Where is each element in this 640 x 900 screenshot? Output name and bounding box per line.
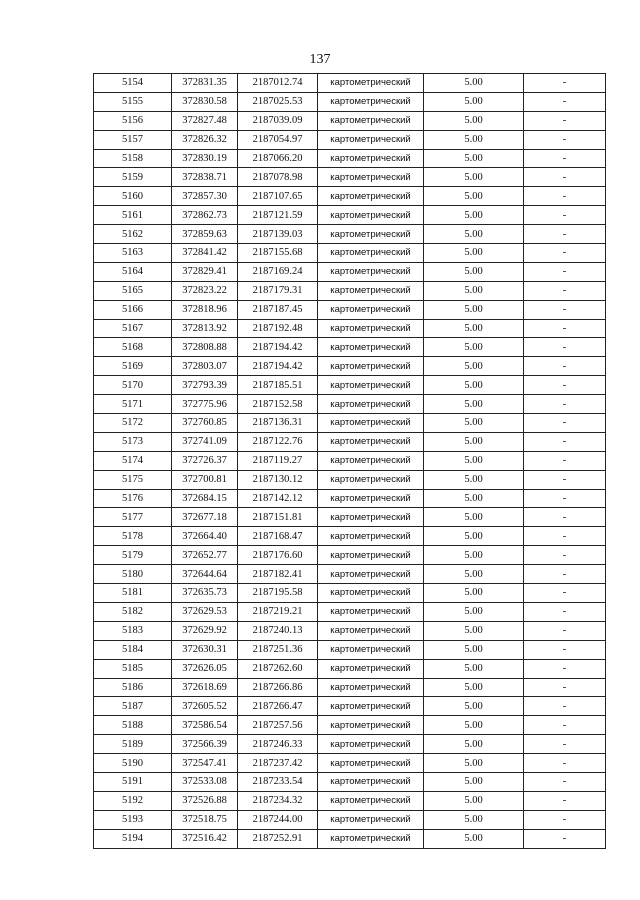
point-number-cell: 5183 [94, 621, 172, 640]
accuracy-cell: 5.00 [424, 584, 524, 603]
table-row [94, 678, 606, 697]
x-coordinate-cell: 372618.69 [172, 678, 238, 697]
method-cell: картометрический [318, 376, 424, 395]
x-coordinate-cell: 372830.58 [172, 92, 238, 111]
x-coordinate-cell: 372652.77 [172, 546, 238, 565]
point-number-cell: 5157 [94, 130, 172, 149]
y-coordinate-cell: 2187168.47 [238, 527, 318, 546]
point-number-cell: 5167 [94, 319, 172, 338]
note-cell: - [524, 640, 606, 659]
note-cell: - [524, 678, 606, 697]
point-number-cell: 5170 [94, 376, 172, 395]
point-number-cell: 5176 [94, 489, 172, 508]
accuracy-cell: 5.00 [424, 451, 524, 470]
accuracy-cell: 5.00 [424, 395, 524, 414]
y-coordinate-cell: 2187151.81 [238, 508, 318, 527]
accuracy-cell: 5.00 [424, 432, 524, 451]
x-coordinate-cell: 372862.73 [172, 206, 238, 225]
method-cell: картометрический [318, 565, 424, 584]
x-coordinate-cell: 372741.09 [172, 432, 238, 451]
point-number-cell: 5179 [94, 546, 172, 565]
note-cell: - [524, 772, 606, 791]
method-cell: картометрический [318, 829, 424, 848]
table-row [94, 130, 606, 149]
x-coordinate-cell: 372629.92 [172, 621, 238, 640]
accuracy-cell: 5.00 [424, 508, 524, 527]
accuracy-cell: 5.00 [424, 111, 524, 130]
point-number-cell: 5165 [94, 281, 172, 300]
y-coordinate-cell: 2187195.58 [238, 584, 318, 603]
x-coordinate-cell: 372826.32 [172, 130, 238, 149]
method-cell: картометрический [318, 262, 424, 281]
y-coordinate-cell: 2187266.47 [238, 697, 318, 716]
point-number-cell: 5159 [94, 168, 172, 187]
method-cell: картометрический [318, 659, 424, 678]
accuracy-cell: 5.00 [424, 74, 524, 93]
note-cell: - [524, 489, 606, 508]
x-coordinate-cell: 372827.48 [172, 111, 238, 130]
method-cell: картометрический [318, 111, 424, 130]
x-coordinate-cell: 372793.39 [172, 376, 238, 395]
point-number-cell: 5194 [94, 829, 172, 848]
table-row [94, 244, 606, 263]
note-cell: - [524, 376, 606, 395]
method-cell: картометрический [318, 300, 424, 319]
table-row [94, 376, 606, 395]
table-row [94, 697, 606, 716]
x-coordinate-cell: 372808.88 [172, 338, 238, 357]
point-number-cell: 5168 [94, 338, 172, 357]
method-cell: картометрический [318, 527, 424, 546]
accuracy-cell: 5.00 [424, 470, 524, 489]
y-coordinate-cell: 2187054.97 [238, 130, 318, 149]
y-coordinate-cell: 2187194.42 [238, 357, 318, 376]
note-cell: - [524, 111, 606, 130]
method-cell: картометрический [318, 244, 424, 263]
y-coordinate-cell: 2187176.60 [238, 546, 318, 565]
x-coordinate-cell: 372838.71 [172, 168, 238, 187]
note-cell: - [524, 716, 606, 735]
method-cell: картометрический [318, 754, 424, 773]
x-coordinate-cell: 372518.75 [172, 810, 238, 829]
table-row [94, 414, 606, 433]
x-coordinate-cell: 372726.37 [172, 451, 238, 470]
accuracy-cell: 5.00 [424, 659, 524, 678]
point-number-cell: 5174 [94, 451, 172, 470]
table-row [94, 791, 606, 810]
method-cell: картометрический [318, 187, 424, 206]
point-number-cell: 5156 [94, 111, 172, 130]
y-coordinate-cell: 2187155.68 [238, 244, 318, 263]
x-coordinate-cell: 372630.31 [172, 640, 238, 659]
x-coordinate-cell: 372629.53 [172, 602, 238, 621]
x-coordinate-cell: 372644.64 [172, 565, 238, 584]
table-row [94, 470, 606, 489]
point-number-cell: 5180 [94, 565, 172, 584]
method-cell: картометрический [318, 678, 424, 697]
table-row [94, 262, 606, 281]
note-cell: - [524, 659, 606, 678]
table-row [94, 338, 606, 357]
point-number-cell: 5184 [94, 640, 172, 659]
y-coordinate-cell: 2187066.20 [238, 149, 318, 168]
method-cell: картометрический [318, 772, 424, 791]
note-cell: - [524, 187, 606, 206]
accuracy-cell: 5.00 [424, 225, 524, 244]
note-cell: - [524, 74, 606, 93]
note-cell: - [524, 810, 606, 829]
table-row [94, 111, 606, 130]
method-cell: картометрический [318, 432, 424, 451]
point-number-cell: 5158 [94, 149, 172, 168]
accuracy-cell: 5.00 [424, 300, 524, 319]
table-row [94, 74, 606, 93]
y-coordinate-cell: 2187139.03 [238, 225, 318, 244]
note-cell: - [524, 754, 606, 773]
y-coordinate-cell: 2187121.59 [238, 206, 318, 225]
x-coordinate-cell: 372830.19 [172, 149, 238, 168]
y-coordinate-cell: 2187142.12 [238, 489, 318, 508]
note-cell: - [524, 244, 606, 263]
table-row [94, 716, 606, 735]
y-coordinate-cell: 2187078.98 [238, 168, 318, 187]
method-cell: картометрический [318, 225, 424, 244]
method-cell: картометрический [318, 451, 424, 470]
y-coordinate-cell: 2187192.48 [238, 319, 318, 338]
note-cell: - [524, 300, 606, 319]
note-cell: - [524, 395, 606, 414]
accuracy-cell: 5.00 [424, 829, 524, 848]
point-number-cell: 5169 [94, 357, 172, 376]
y-coordinate-cell: 2187194.42 [238, 338, 318, 357]
note-cell: - [524, 130, 606, 149]
note-cell: - [524, 168, 606, 187]
method-cell: картометрический [318, 338, 424, 357]
note-cell: - [524, 206, 606, 225]
table-row [94, 92, 606, 111]
x-coordinate-cell: 372635.73 [172, 584, 238, 603]
y-coordinate-cell: 2187107.65 [238, 187, 318, 206]
accuracy-cell: 5.00 [424, 319, 524, 338]
x-coordinate-cell: 372677.18 [172, 508, 238, 527]
x-coordinate-cell: 372813.92 [172, 319, 238, 338]
note-cell: - [524, 621, 606, 640]
point-number-cell: 5155 [94, 92, 172, 111]
y-coordinate-cell: 2187179.31 [238, 281, 318, 300]
coordinates-table [93, 73, 606, 849]
y-coordinate-cell: 2187257.56 [238, 716, 318, 735]
table-row [94, 546, 606, 565]
note-cell: - [524, 829, 606, 848]
y-coordinate-cell: 2187012.74 [238, 74, 318, 93]
y-coordinate-cell: 2187119.27 [238, 451, 318, 470]
point-number-cell: 5187 [94, 697, 172, 716]
point-number-cell: 5181 [94, 584, 172, 603]
point-number-cell: 5160 [94, 187, 172, 206]
point-number-cell: 5182 [94, 602, 172, 621]
accuracy-cell: 5.00 [424, 527, 524, 546]
y-coordinate-cell: 2187251.36 [238, 640, 318, 659]
note-cell: - [524, 225, 606, 244]
method-cell: картометрический [318, 697, 424, 716]
table-row [94, 451, 606, 470]
table-row [94, 772, 606, 791]
y-coordinate-cell: 2187187.45 [238, 300, 318, 319]
method-cell: картометрический [318, 74, 424, 93]
x-coordinate-cell: 372775.96 [172, 395, 238, 414]
accuracy-cell: 5.00 [424, 602, 524, 621]
method-cell: картометрический [318, 92, 424, 111]
y-coordinate-cell: 2187182.41 [238, 565, 318, 584]
y-coordinate-cell: 2187169.24 [238, 262, 318, 281]
method-cell: картометрический [318, 414, 424, 433]
point-number-cell: 5186 [94, 678, 172, 697]
table-row [94, 206, 606, 225]
accuracy-cell: 5.00 [424, 244, 524, 263]
table-row [94, 489, 606, 508]
x-coordinate-cell: 372566.39 [172, 735, 238, 754]
x-coordinate-cell: 372823.22 [172, 281, 238, 300]
x-coordinate-cell: 372586.54 [172, 716, 238, 735]
y-coordinate-cell: 2187244.00 [238, 810, 318, 829]
y-coordinate-cell: 2187152.58 [238, 395, 318, 414]
point-number-cell: 5177 [94, 508, 172, 527]
table-row [94, 735, 606, 754]
table-row [94, 527, 606, 546]
note-cell: - [524, 92, 606, 111]
note-cell: - [524, 602, 606, 621]
method-cell: картометрический [318, 584, 424, 603]
accuracy-cell: 5.00 [424, 716, 524, 735]
x-coordinate-cell: 372516.42 [172, 829, 238, 848]
method-cell: картометрический [318, 716, 424, 735]
method-cell: картометрический [318, 602, 424, 621]
table-row [94, 829, 606, 848]
table-row [94, 187, 606, 206]
point-number-cell: 5188 [94, 716, 172, 735]
x-coordinate-cell: 372684.15 [172, 489, 238, 508]
point-number-cell: 5162 [94, 225, 172, 244]
table-row [94, 508, 606, 527]
method-cell: картометрический [318, 319, 424, 338]
point-number-cell: 5161 [94, 206, 172, 225]
method-cell: картометрический [318, 149, 424, 168]
accuracy-cell: 5.00 [424, 810, 524, 829]
x-coordinate-cell: 372664.40 [172, 527, 238, 546]
accuracy-cell: 5.00 [424, 565, 524, 584]
method-cell: картометрический [318, 621, 424, 640]
table-row [94, 659, 606, 678]
point-number-cell: 5154 [94, 74, 172, 93]
accuracy-cell: 5.00 [424, 546, 524, 565]
method-cell: картометрический [318, 791, 424, 810]
note-cell: - [524, 546, 606, 565]
note-cell: - [524, 697, 606, 716]
y-coordinate-cell: 2187039.09 [238, 111, 318, 130]
table-row [94, 168, 606, 187]
point-number-cell: 5171 [94, 395, 172, 414]
method-cell: картометрический [318, 810, 424, 829]
method-cell: картометрический [318, 206, 424, 225]
table-row [94, 432, 606, 451]
x-coordinate-cell: 372818.96 [172, 300, 238, 319]
table-row [94, 319, 606, 338]
point-number-cell: 5172 [94, 414, 172, 433]
point-number-cell: 5175 [94, 470, 172, 489]
method-cell: картометрический [318, 470, 424, 489]
method-cell: картометрический [318, 640, 424, 659]
y-coordinate-cell: 2187136.31 [238, 414, 318, 433]
table-row [94, 640, 606, 659]
method-cell: картометрический [318, 508, 424, 527]
accuracy-cell: 5.00 [424, 754, 524, 773]
y-coordinate-cell: 2187246.33 [238, 735, 318, 754]
note-cell: - [524, 451, 606, 470]
note-cell: - [524, 791, 606, 810]
table-body [94, 74, 606, 849]
accuracy-cell: 5.00 [424, 697, 524, 716]
accuracy-cell: 5.00 [424, 281, 524, 300]
accuracy-cell: 5.00 [424, 791, 524, 810]
note-cell: - [524, 432, 606, 451]
accuracy-cell: 5.00 [424, 206, 524, 225]
x-coordinate-cell: 372859.63 [172, 225, 238, 244]
y-coordinate-cell: 2187234.32 [238, 791, 318, 810]
point-number-cell: 5190 [94, 754, 172, 773]
y-coordinate-cell: 2187240.13 [238, 621, 318, 640]
x-coordinate-cell: 372547.41 [172, 754, 238, 773]
y-coordinate-cell: 2187262.60 [238, 659, 318, 678]
point-number-cell: 5163 [94, 244, 172, 263]
y-coordinate-cell: 2187219.21 [238, 602, 318, 621]
accuracy-cell: 5.00 [424, 338, 524, 357]
table-row [94, 395, 606, 414]
page-number: 137 [309, 52, 331, 67]
point-number-cell: 5191 [94, 772, 172, 791]
note-cell: - [524, 319, 606, 338]
x-coordinate-cell: 372841.42 [172, 244, 238, 263]
x-coordinate-cell: 372760.85 [172, 414, 238, 433]
table-row [94, 300, 606, 319]
note-cell: - [524, 735, 606, 754]
x-coordinate-cell: 372803.07 [172, 357, 238, 376]
point-number-cell: 5193 [94, 810, 172, 829]
table-row [94, 565, 606, 584]
point-number-cell: 5166 [94, 300, 172, 319]
accuracy-cell: 5.00 [424, 376, 524, 395]
note-cell: - [524, 414, 606, 433]
table-row [94, 602, 606, 621]
accuracy-cell: 5.00 [424, 130, 524, 149]
table-row [94, 357, 606, 376]
table-row [94, 810, 606, 829]
y-coordinate-cell: 2187237.42 [238, 754, 318, 773]
point-number-cell: 5178 [94, 527, 172, 546]
accuracy-cell: 5.00 [424, 187, 524, 206]
point-number-cell: 5164 [94, 262, 172, 281]
table-row [94, 621, 606, 640]
x-coordinate-cell: 372526.88 [172, 791, 238, 810]
note-cell: - [524, 357, 606, 376]
method-cell: картометрический [318, 281, 424, 300]
y-coordinate-cell: 2187266.86 [238, 678, 318, 697]
point-number-cell: 5185 [94, 659, 172, 678]
method-cell: картометрический [318, 395, 424, 414]
table-row [94, 225, 606, 244]
method-cell: картометрический [318, 735, 424, 754]
note-cell: - [524, 470, 606, 489]
y-coordinate-cell: 2187025.53 [238, 92, 318, 111]
y-coordinate-cell: 2187130.12 [238, 470, 318, 489]
accuracy-cell: 5.00 [424, 735, 524, 754]
x-coordinate-cell: 372831.35 [172, 74, 238, 93]
point-number-cell: 5173 [94, 432, 172, 451]
x-coordinate-cell: 372533.08 [172, 772, 238, 791]
accuracy-cell: 5.00 [424, 262, 524, 281]
method-cell: картометрический [318, 489, 424, 508]
method-cell: картометрический [318, 130, 424, 149]
accuracy-cell: 5.00 [424, 621, 524, 640]
note-cell: - [524, 584, 606, 603]
x-coordinate-cell: 372626.05 [172, 659, 238, 678]
accuracy-cell: 5.00 [424, 92, 524, 111]
note-cell: - [524, 565, 606, 584]
note-cell: - [524, 338, 606, 357]
y-coordinate-cell: 2187233.54 [238, 772, 318, 791]
method-cell: картометрический [318, 357, 424, 376]
note-cell: - [524, 149, 606, 168]
method-cell: картометрический [318, 546, 424, 565]
table-row [94, 754, 606, 773]
table-row [94, 149, 606, 168]
point-number-cell: 5189 [94, 735, 172, 754]
accuracy-cell: 5.00 [424, 357, 524, 376]
x-coordinate-cell: 372829.41 [172, 262, 238, 281]
y-coordinate-cell: 2187122.76 [238, 432, 318, 451]
x-coordinate-cell: 372605.52 [172, 697, 238, 716]
x-coordinate-cell: 372700.81 [172, 470, 238, 489]
accuracy-cell: 5.00 [424, 772, 524, 791]
table-row [94, 281, 606, 300]
note-cell: - [524, 508, 606, 527]
x-coordinate-cell: 372857.30 [172, 187, 238, 206]
accuracy-cell: 5.00 [424, 640, 524, 659]
accuracy-cell: 5.00 [424, 168, 524, 187]
accuracy-cell: 5.00 [424, 149, 524, 168]
accuracy-cell: 5.00 [424, 678, 524, 697]
point-number-cell: 5192 [94, 791, 172, 810]
table-row [94, 584, 606, 603]
y-coordinate-cell: 2187252.91 [238, 829, 318, 848]
accuracy-cell: 5.00 [424, 489, 524, 508]
accuracy-cell: 5.00 [424, 414, 524, 433]
note-cell: - [524, 281, 606, 300]
note-cell: - [524, 527, 606, 546]
method-cell: картометрический [318, 168, 424, 187]
note-cell: - [524, 262, 606, 281]
y-coordinate-cell: 2187185.51 [238, 376, 318, 395]
